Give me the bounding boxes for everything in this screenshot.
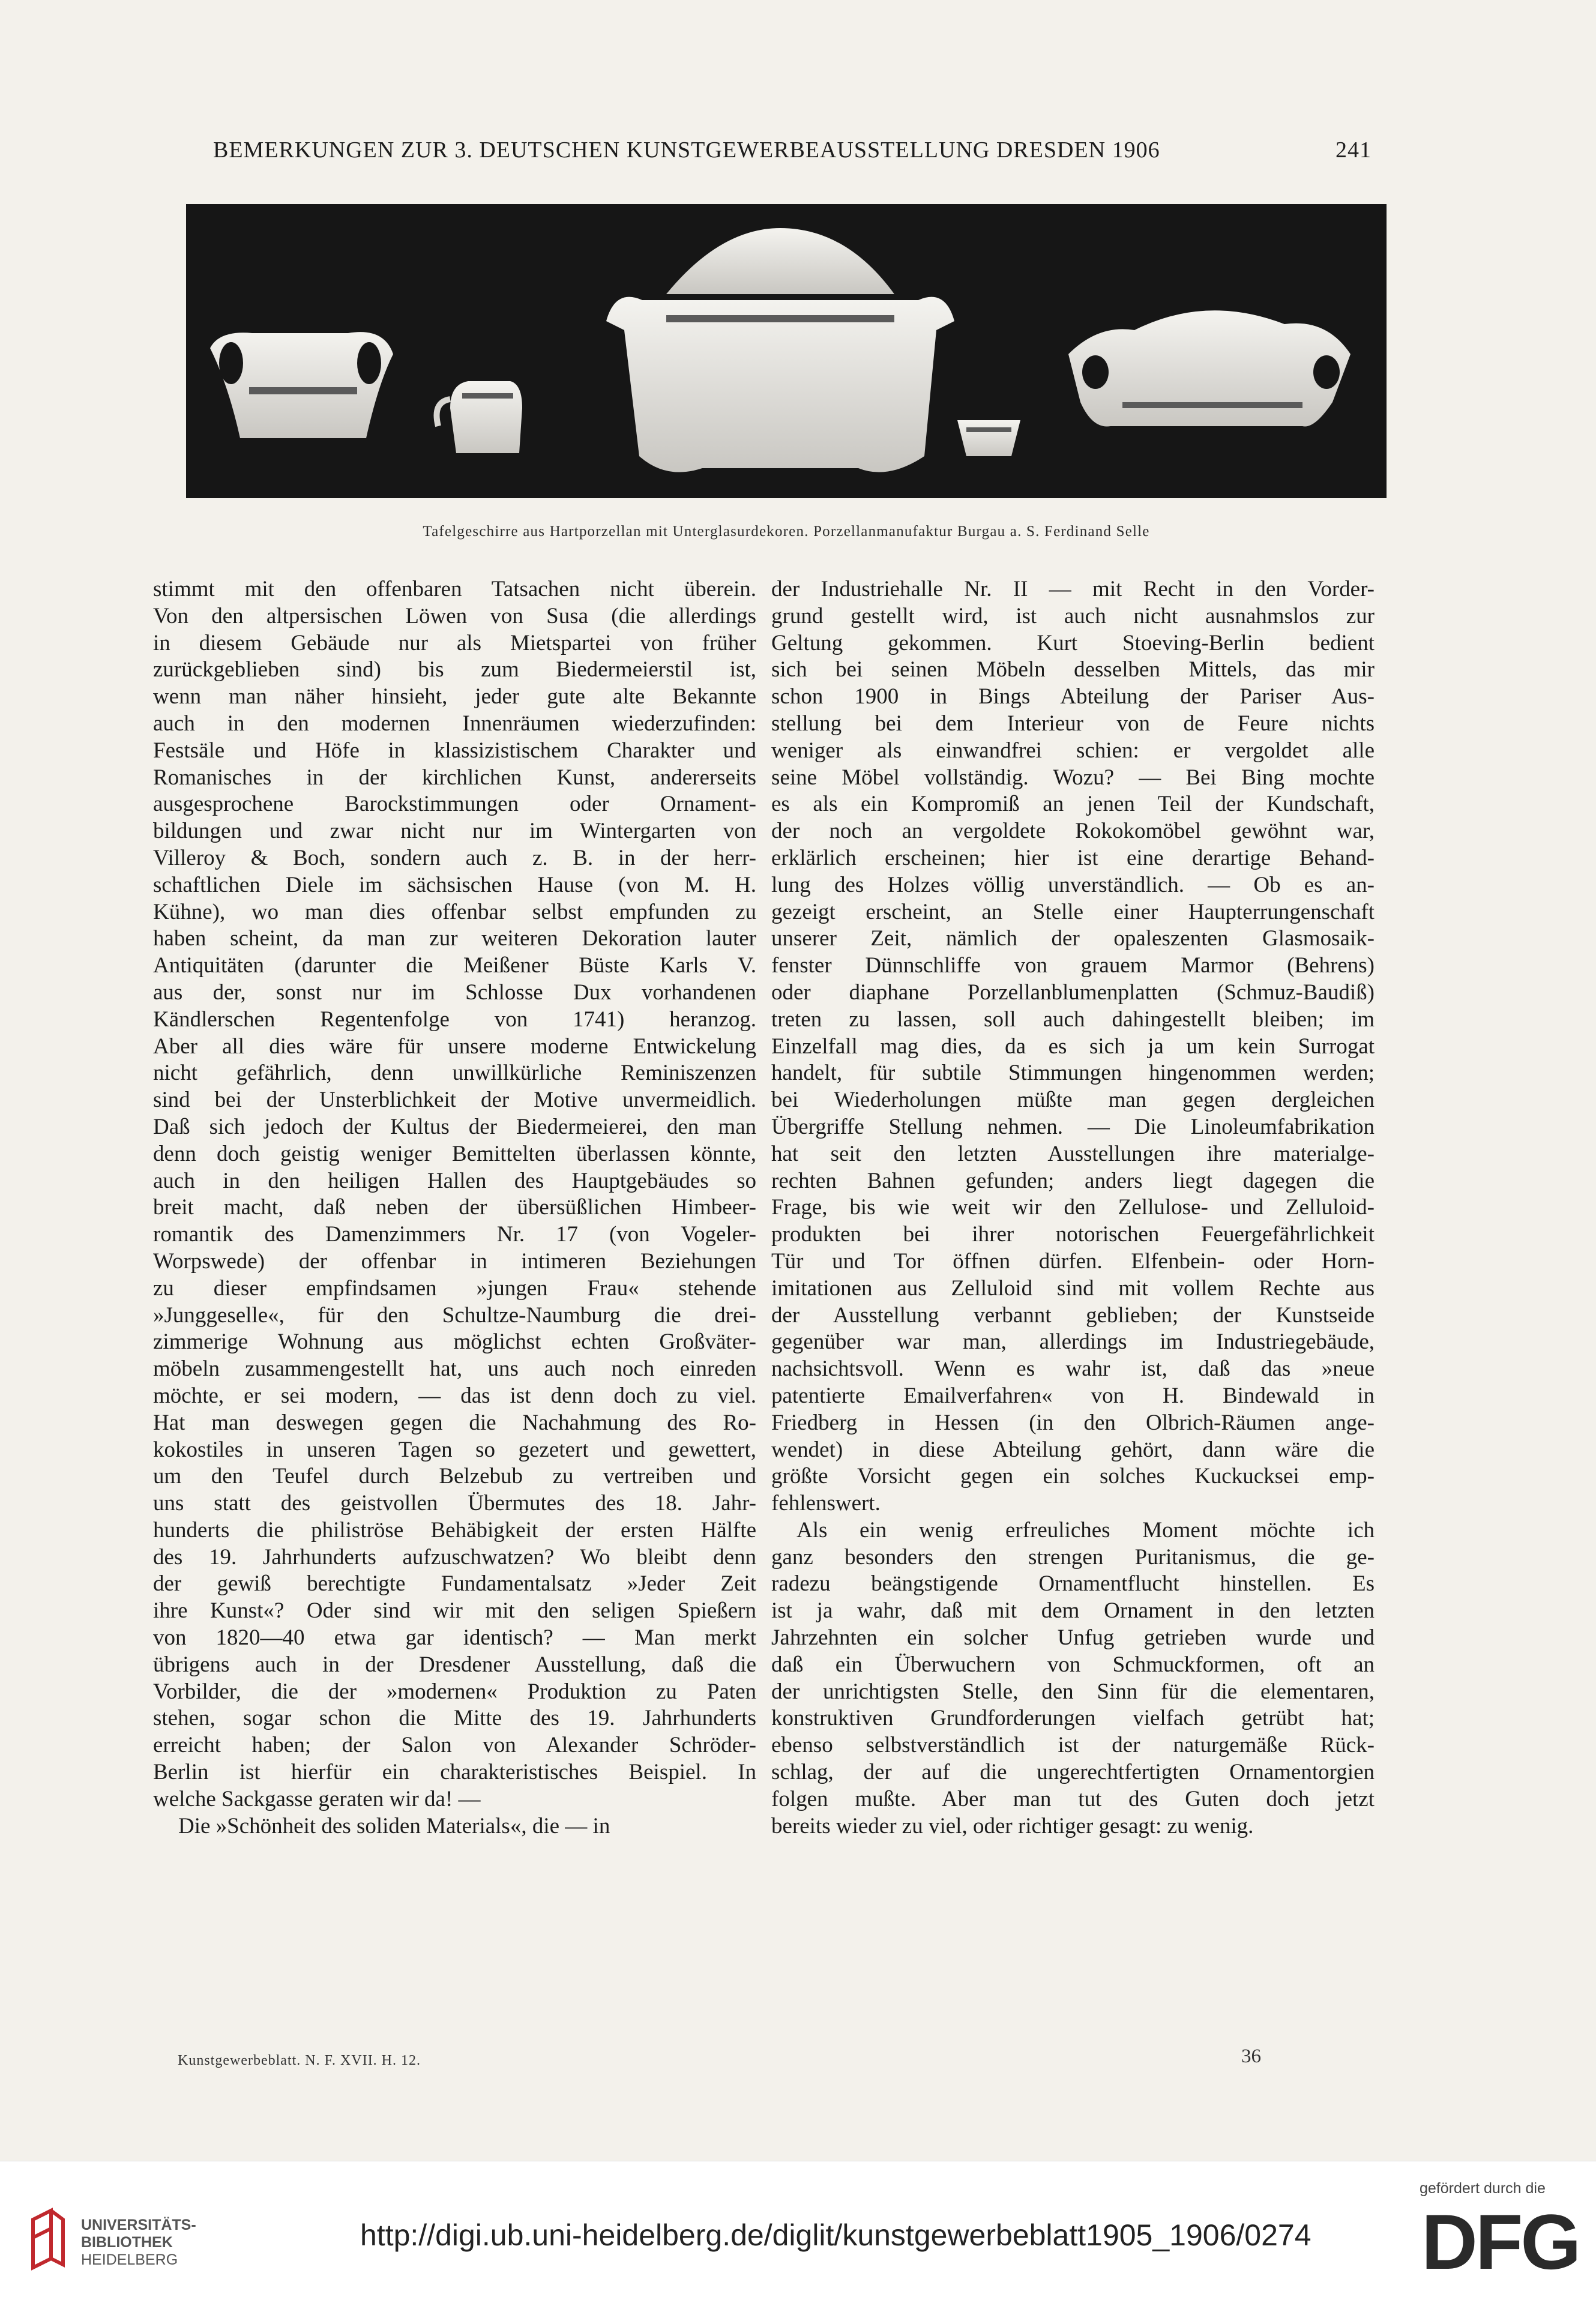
figure-caption: Tafelgeschirre aus Hartporzellan mit Unterglasurdekoren. Porzellanmanufaktur Burgau a. S. Ferdinand Selle: [423, 523, 1150, 540]
text-line: Friedberg in Hessen (in den Olbrich-Räumen ange-: [771, 1410, 1375, 1435]
running-header: [213, 137, 1372, 163]
text-line: schon 1900 in Bings Abteilung der Pariser Aus-: [771, 684, 1375, 709]
text-line: unserer Zeit, nämlich der opaleszenten Glasmosaik-: [771, 926, 1375, 951]
text-line: übrigens auch in der Dresdener Ausstellung, daß die: [153, 1652, 756, 1677]
text-line: seine Möbel vollständig. Wozu? — Bei Bing mochte: [771, 765, 1375, 790]
text-line: welche Sackgasse geraten wir da! —: [153, 1786, 481, 1811]
text-line: nicht gefährlich, denn unwillkürliche Reminiszenzen: [153, 1061, 756, 1086]
creamer: [437, 381, 523, 453]
text-line: es als ein Kompromiß an jenen Teil der Kundschaft,: [771, 792, 1375, 817]
text-line: bereits wieder zu viel, oder richtiger gesagt: zu wenig.: [771, 1813, 1254, 1838]
text-line: Worpswede) der offenbar in intimeren Beziehungen: [153, 1248, 756, 1274]
text-line: schaftlichen Diele im sächsischen Hause (von M. H.: [153, 872, 756, 897]
text-line: bei Wiederholungen müßte man gegen dergleichen: [771, 1088, 1375, 1113]
library-name-line2: BIBLIOTHEK: [81, 2234, 173, 2251]
text-line: ihre Kunst«? Oder sind wir mit den seligen Spießern: [153, 1598, 756, 1624]
text-line: sich bei seinen Möbeln desselben Mittels, das mir: [771, 657, 1375, 682]
text-line: der noch an vergoldete Rokokomöbel gewöhnt war,: [771, 819, 1375, 844]
text-line: Von den altpersischen Löwen von Susa (die allerdings: [153, 603, 756, 628]
text-line: auch in den modernen Innenräumen wiederzufinden:: [153, 711, 756, 736]
text-line: radezu beängstigende Ornamentflucht hinstellen. Es: [771, 1571, 1375, 1597]
library-logo-icon: [27, 2208, 69, 2274]
text-line: fehlenswert.: [771, 1491, 881, 1516]
text-line: von 1820—40 etwa gar identisch? — Man merkt: [153, 1625, 756, 1651]
text-line: erreicht haben; der Salon von Alexander Schröder-: [153, 1733, 756, 1758]
text-line: Daß sich jedoch der Kultus der Biedermeierei, den man: [153, 1114, 756, 1139]
text-line: nachsichtsvoll. Wenn es wahr ist, daß das »neue: [771, 1356, 1375, 1382]
text-line: denn doch geistig weniger Bemittelten überlassen könnte,: [153, 1141, 756, 1166]
text-line: Übergriffe Stellung nehmen. — Die Linoleumfabrikation: [771, 1114, 1375, 1139]
text-line: oder diaphane Porzellanblumenplatten (Schmuz-Baudiß): [771, 980, 1375, 1005]
text-line: ganz besonders den strengen Puritanismus, die ge-: [771, 1544, 1375, 1570]
text-line: Geltung gekommen. Kurt Stoeving-Berlin bedient: [771, 630, 1375, 655]
permalink-url[interactable]: http://digi.ub.uni-heidelberg.de/diglit/kunstgewerbeblatt1905_1906/0274: [360, 2218, 1311, 2252]
text-line: folgen mußte. Aber man tut des Guten doch jetzt: [771, 1786, 1375, 1811]
funding-label: gefördert durch die: [1420, 2180, 1546, 2197]
text-column-right: [771, 576, 1375, 1840]
text-line: Einzelfall mag dies, da es sich ja um kein Surrogat: [771, 1034, 1375, 1059]
text-line: Jahrzehnten ein solcher Unfug getrieben wurde und: [771, 1625, 1375, 1651]
text-line: Tür und Tor öffnen dürfen. Elfenbein- oder Horn-: [771, 1248, 1375, 1274]
text-line: sind bei der Unsterblichkeit der Motive unvermeidlich.: [153, 1088, 756, 1113]
text-line: Aber all dies wäre für unsere moderne Entwickelung: [153, 1034, 756, 1059]
library-name-line3: HEIDELBERG: [81, 2251, 178, 2268]
text-line: uns statt des geistvollen Übermutes des 18. Jahr-: [153, 1491, 756, 1516]
text-line: stehen, sogar schon die Mitte des 19. Jahrhunderts: [153, 1706, 756, 1731]
text-line: möbeln zusammengestellt hat, uns auch noch einreden: [153, 1356, 756, 1382]
text-line: ist ja wahr, daß mit dem Ornament in den letzten: [771, 1598, 1375, 1624]
text-line: gezeigt erscheint, an Stelle einer Haupterrungenschaft: [771, 899, 1375, 924]
text-column-left: [153, 576, 756, 1840]
text-line: grund gestellt wird, ist auch nicht ausnahmslos zur: [771, 603, 1375, 628]
text-line: auch in den heiligen Hallen des Hauptgebäudes so: [153, 1168, 756, 1193]
text-line: breit macht, daß neben der übersüßlichen Himbeer-: [153, 1195, 756, 1220]
text-line: Festsäle und Höfe in klassizistischem Charakter und: [153, 738, 756, 763]
text-line: Kühne), wo man dies offenbar selbst empfunden zu: [153, 899, 756, 924]
text-line: rechten Bahnen gefunden; anders liegt dagegen die: [771, 1168, 1375, 1193]
library-name-line1: UNIVERSITÄTS-: [81, 2217, 196, 2233]
text-line: weniger als einwandfrei schien: er vergoldet alle: [771, 738, 1375, 763]
text-line: hat seit den letzten Ausstellungen ihre materialge-: [771, 1141, 1375, 1166]
journal-footer: Kunstgewerbeblatt. N. F. XVII. H. 12.: [178, 2053, 421, 2068]
text-line: gegenüber war man, allerdings im Industriegebäude,: [771, 1329, 1375, 1355]
dish-right: [1068, 310, 1351, 426]
text-line: Berlin ist hierfür ein charakteristisches Beispiel. In: [153, 1760, 756, 1785]
text-line: Romanisches in der kirchlichen Kunst, andererseits: [153, 765, 756, 790]
text-line: romantik des Damenzimmers Nr. 17 (von Vogeler-: [153, 1222, 756, 1247]
text-line: ebenso selbstverständlich ist der naturgemäße Rück-: [771, 1733, 1375, 1758]
text-line: treten zu lassen, soll auch dahingestellt bleiben; im: [771, 1007, 1375, 1032]
text-line: der unrichtigsten Stelle, den Sinn für die elementaren,: [771, 1679, 1375, 1704]
porcelain-photo-drawing: [186, 204, 1387, 498]
text-line: Villeroy & Boch, sondern auch z. B. in der herr-: [153, 845, 756, 870]
porcelain-photo: [186, 204, 1387, 498]
tureen: [606, 228, 954, 472]
text-line: lung des Holzes völlig unverständlich. — Ob es an-: [771, 872, 1375, 897]
text-line: produkten bei ihrer notorischen Feuergefährlichkeit: [771, 1222, 1375, 1247]
text-line: des 19. Jahrhunderts aufzuschwatzen? Wo bleibt denn: [153, 1544, 756, 1570]
text-line: ausgesprochene Barockstimmungen oder Ornament-: [153, 792, 756, 817]
text-line: bildungen und zwar nicht nur im Wintergarten von: [153, 819, 756, 844]
text-line: kokostiles in unseren Tagen so gezetert und gewettert,: [153, 1437, 756, 1462]
salt-dish: [957, 420, 1020, 456]
text-line: größte Vorsicht gegen ein solches Kuckucksei emp-: [771, 1464, 1375, 1489]
text-line: aus der, sonst nur im Schlosse Dux vorhandenen: [153, 980, 756, 1005]
text-line: erklärlich erscheinen; hier ist eine derartige Behand-: [771, 845, 1375, 870]
text-line: haben scheint, da man zur weiteren Dekoration lauter: [153, 926, 756, 951]
text-line: hunderts die philiströse Behäbigkeit der ersten Hälfte: [153, 1517, 756, 1543]
text-line: der Ausstellung verbannt geblieben; der Kunstseide: [771, 1302, 1375, 1328]
text-line: zu dieser empfindsamen »jungen Frau« stehende: [153, 1275, 756, 1301]
text-line: patentierte Emailverfahren« von H. Bindewald in: [771, 1383, 1375, 1408]
text-line: Kändlerschen Regentenfolge von 1741) heranzog.: [153, 1007, 756, 1032]
text-line: möchte, er sei modern, — das ist denn doch zu viel.: [153, 1383, 756, 1408]
text-line: handelt, für subtile Stimmungen hingenommen werden;: [771, 1061, 1375, 1086]
text-line: Vorbilder, die der »modernen« Produktion zu Paten: [153, 1679, 756, 1704]
text-line: stellung bei dem Interieur von de Feure nichts: [771, 711, 1375, 736]
text-line: der gewiß berechtigte Fundamentalsatz »Jeder Zeit: [153, 1571, 756, 1597]
dfg-logo[interactable]: DFG: [1421, 2198, 1579, 2286]
text-line: Frage, bis wie weit wir den Zellulose- und Zelluloid-: [771, 1195, 1375, 1220]
text-line: wenn man näher hinsieht, jeder gute alte Bekannte: [153, 684, 756, 709]
running-title: BEMERKUNGEN ZUR 3. DEUTSCHEN KUNSTGEWERBEAUSSTELLUNG DRESDEN 1906: [213, 137, 1160, 163]
text-line: fenster Dünnschliffe von grauem Marmor (Behrens): [771, 953, 1375, 978]
text-line: Antiquitäten (darunter die Meißener Büste Karls V.: [153, 953, 756, 978]
text-line: schlag, der auf die ungerechtfertigten Ornamentorgien: [771, 1760, 1375, 1785]
text-line: Als ein wenig erfreuliches Moment möchte ich: [796, 1517, 1375, 1543]
text-line: in diesem Gebäude nur als Mietspartei von früher: [153, 630, 756, 655]
text-line: imitationen aus Zelluloid sind mit vollem Rechte aus: [771, 1275, 1375, 1301]
library-name[interactable]: [81, 2217, 196, 2269]
text-line: um den Teufel durch Belzebub zu vertreiben und: [153, 1464, 756, 1489]
text-line: zimmerige Wohnung aus möglichst echten Großväter-: [153, 1329, 756, 1355]
text-line: stimmt mit den offenbaren Tatsachen nicht überein.: [153, 577, 756, 601]
bowl-left: [210, 332, 393, 438]
page-number: 241: [1336, 137, 1372, 163]
text-line: Die »Schönheit des soliden Materials«, die — in: [178, 1813, 610, 1838]
text-line: der Industriehalle Nr. II — mit Recht in den Vorder-: [771, 577, 1375, 601]
sheet-signature: 36: [1241, 2046, 1261, 2067]
text-line: wendet) in diese Abteilung gehört, dann wäre die: [771, 1437, 1375, 1462]
text-line: Hat man deswegen gegen die Nachahmung des Ro-: [153, 1410, 756, 1435]
text-line: zurückgeblieben sind) bis zum Biedermeierstil ist,: [153, 657, 756, 682]
text-line: daß ein Überwuchern von Schmuckformen, oft an: [771, 1652, 1375, 1677]
text-line: »Junggeselle«, für den Schultze-Naumburg die drei-: [153, 1302, 756, 1328]
text-line: konstruktiven Grundforderungen vielfach getrübt hat;: [771, 1706, 1375, 1731]
